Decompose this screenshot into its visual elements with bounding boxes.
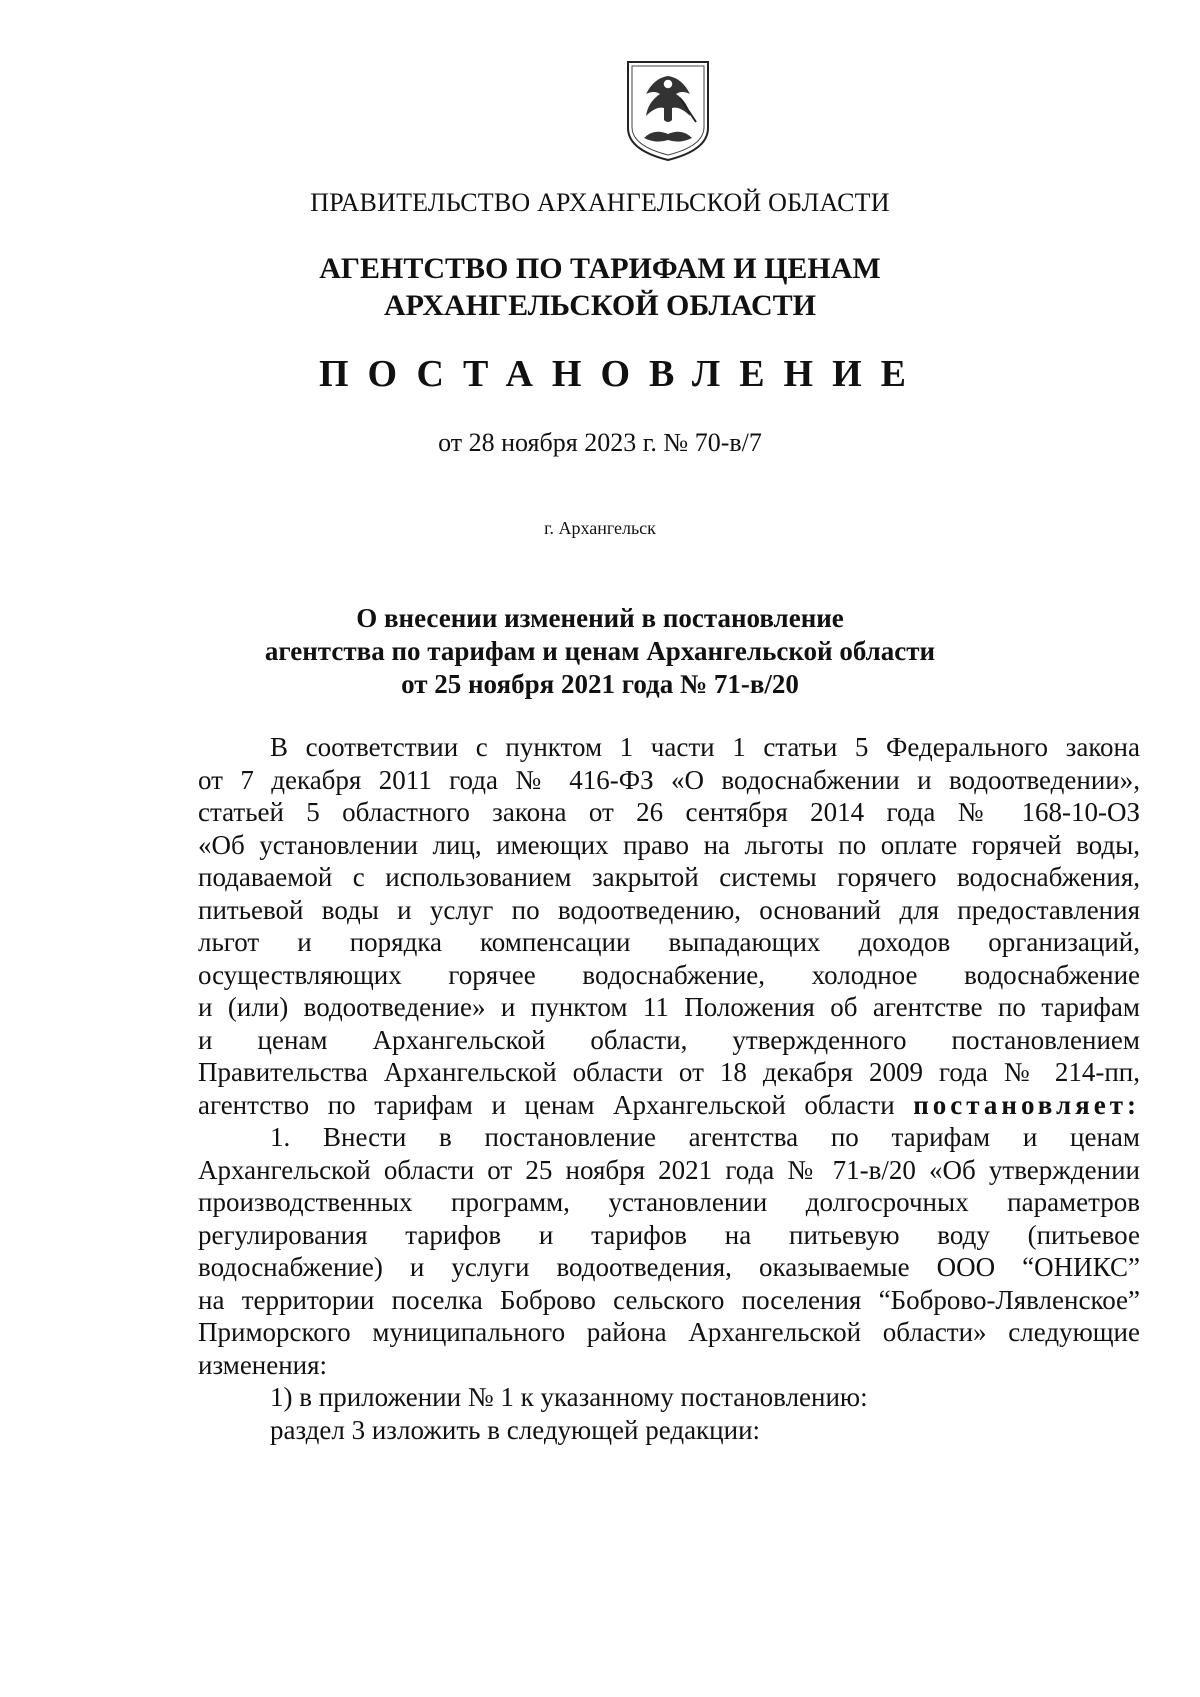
agency-name [0,250,1200,324]
body-line: Приморского муниципального района Архангельской области» следующие [198,1317,1140,1347]
body-line: на территории поселка Боброво сельского поселения “Боброво-Лявленское” [198,1284,1140,1315]
subject-line2: агентства по тарифам и ценам Архангельской области [264,636,936,666]
subject-line3: от 25 ноября 2021 года № 71-в/20 [401,669,799,699]
body-line: Архангельской области от 25 ноября 2021 года № 71-в/20 «Об утверждении [198,1154,1140,1185]
body-line: и ценам Архангельской области, утвержденного постановлением [198,1024,1140,1055]
subject-line1: О внесении изменений в постановление [356,603,844,633]
government-name: ПРАВИТЕЛЬСТВО АРХАНГЕЛЬСКОЙ ОБЛАСТИ [310,188,890,217]
body-line: подаваемой с использованием закрытой системы горячего водоснабжения, [198,862,1140,892]
body-line: Правительства Архангельской области от 18 декабря 2009 года № 214-пп, [198,1057,1140,1087]
body-line: льгот и порядка компенсации выпадающих доходов организаций, [198,927,1140,957]
document-subject [0,602,1200,701]
body-line: осуществляющих горячее водоснабжение, холодное водоснабжение [198,959,1140,990]
document-body [198,731,1140,1446]
body-line [198,1089,1140,1122]
body-line: раздел 3 изложить в следующей редакции: [270,1414,761,1445]
agency-name-line2: АРХАНГЕЛЬСКОЙ ОБЛАСТИ [384,289,816,322]
body-line: изменения: [198,1349,328,1380]
body-line: «Об установлении лиц, имеющих право на льготы по оплате горячей воды, [198,829,1140,860]
body-line: питьевой воды и услуг по водоотведению, оснований для предоставления [198,894,1140,925]
body-text: агентство по тарифам и ценам Архангельской области [198,1089,914,1120]
body-line: регулирования тарифов и тарифов на питьевую воду (питьевое [198,1219,1140,1250]
resolves-keyword: постановляет: [913,1089,1140,1120]
document-type-title: ПОСТАНОВЛЕНИЕ [318,353,926,395]
coat-of-arms-emblem [624,58,712,162]
body-line: производственных программ, установлении долгосрочных параметров [198,1187,1140,1217]
agency-name-line1: АГЕНТСТВО ПО ТАРИФАМ И ЦЕНАМ [319,252,881,285]
body-line: 1. Внести в постановление агентства по тарифам и ценам [270,1122,1140,1152]
body-line: от 7 декабря 2011 года № 416-ФЗ «О водоснабжении и водоотведении», [198,764,1140,795]
body-line: статьей 5 областного закона от 26 сентября 2014 года № 168-10-ОЗ [198,797,1140,827]
document-city: г. Архангельск [544,518,656,538]
document-date-number: от 28 ноября 2023 г. № 70-в/7 [438,428,762,457]
body-line: и (или) водоотведение» и пунктом 11 Положения об агентстве по тарифам [198,992,1140,1022]
body-line: 1) в приложении № 1 к указанному постановлению: [270,1382,868,1412]
body-line: водоснабжение) и услуги водоотведения, оказываемые ООО “ОНИКС” [198,1252,1140,1282]
body-line: В соответствии с пунктом 1 части 1 статьи 5 Федерального закона [270,732,1140,762]
